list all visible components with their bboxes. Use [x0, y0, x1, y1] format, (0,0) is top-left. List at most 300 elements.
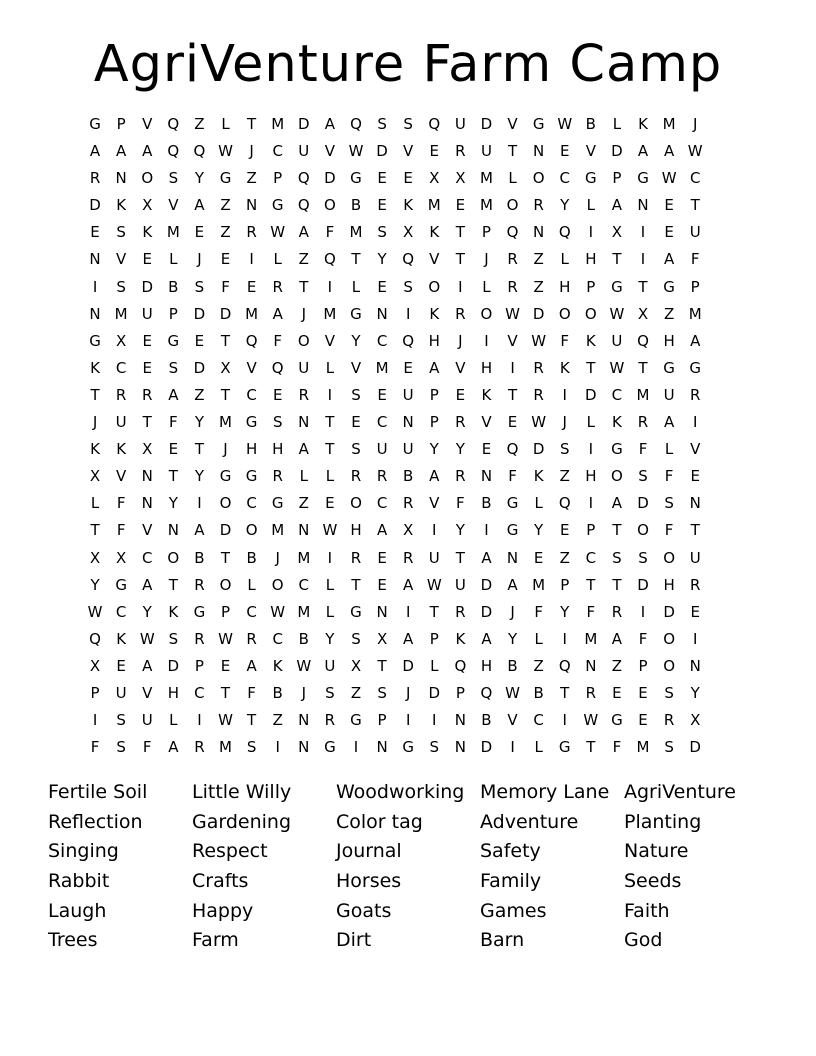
grid-letter: V: [324, 331, 336, 350]
grid-letter: S: [194, 277, 205, 296]
grid-row: [82, 409, 732, 436]
grid-letter: O: [663, 629, 676, 648]
grid-letter: U: [141, 711, 153, 730]
grid-letter: R: [533, 358, 544, 377]
grid-letter: E: [116, 656, 126, 675]
grid-letter: T: [612, 575, 622, 594]
grid-letter: V: [142, 521, 153, 540]
grid-letter: N: [689, 494, 701, 513]
grid-letter: D: [585, 385, 597, 404]
grid-letter: Z: [559, 467, 570, 486]
grid-letter: F: [90, 738, 100, 757]
grid-letter: A: [481, 548, 492, 567]
grid-letter: E: [325, 494, 335, 513]
grid-letter: R: [689, 575, 701, 594]
grid-letter: V: [142, 115, 153, 133]
grid-letter: N: [115, 169, 127, 188]
word-list-item: Farm: [192, 929, 239, 952]
word-list-item: Memory Lane: [480, 781, 610, 803]
grid-letter: O: [637, 521, 649, 540]
grid-letter: F: [221, 277, 230, 296]
grid-letter: S: [612, 548, 622, 567]
grid-letter: P: [455, 683, 465, 702]
grid-letter: E: [403, 358, 413, 377]
grid-letter: E: [220, 656, 231, 675]
grid-letter: L: [299, 467, 308, 486]
grid-letter: G: [637, 169, 649, 188]
grid-letter: G: [219, 169, 232, 188]
grid-letter: C: [585, 548, 597, 567]
grid-row: [82, 572, 732, 599]
grid-letter: N: [245, 196, 258, 215]
grid-letter: K: [585, 331, 596, 350]
grid-row: [82, 545, 732, 572]
grid-letter: I: [405, 304, 411, 323]
grid-letter: P: [560, 575, 570, 594]
grid-letter: H: [663, 331, 675, 350]
grid-letter: A: [637, 142, 649, 161]
grid-letter: M: [297, 548, 311, 567]
grid-letter: V: [585, 142, 596, 161]
grid-letter: W: [322, 521, 338, 540]
grid-letter: Y: [560, 602, 570, 621]
grid-letter: A: [611, 629, 623, 648]
grid-letter: E: [377, 169, 387, 188]
grid-letter: N: [480, 467, 493, 486]
grid-letter: O: [558, 304, 571, 323]
grid-letter: K: [116, 440, 127, 459]
grid-letter: A: [429, 358, 440, 377]
grid-letter: W: [218, 629, 233, 648]
grid-letter: T: [690, 196, 700, 215]
grid-letter: T: [455, 250, 465, 269]
grid-letter: O: [271, 575, 284, 594]
grid-letter: M: [271, 115, 285, 133]
grid-row: [82, 301, 732, 328]
grid-letter: A: [324, 115, 336, 133]
grid-row: [82, 436, 732, 463]
grid-letter: R: [194, 575, 205, 594]
grid-letter: J: [692, 115, 698, 133]
word-list-item: Safety: [480, 840, 541, 863]
grid-letter: C: [141, 548, 153, 567]
grid-letter: L: [560, 250, 569, 269]
grid-letter: G: [271, 494, 284, 513]
grid-letter: B: [585, 115, 596, 133]
grid-letter: W: [348, 142, 364, 161]
grid-letter: F: [273, 331, 283, 350]
grid-letter: M: [479, 196, 493, 215]
grid-letter: A: [429, 467, 440, 486]
grid-letter: Y: [168, 494, 178, 513]
grid-letter: A: [376, 521, 388, 540]
grid-letter: L: [508, 169, 517, 188]
grid-letter: A: [168, 385, 179, 404]
grid-letter: B: [298, 629, 309, 648]
grid-letter: T: [560, 683, 570, 702]
grid-letter: N: [585, 656, 597, 675]
grid-letter: T: [90, 521, 100, 540]
grid-letter: T: [638, 358, 648, 377]
grid-letter: T: [507, 142, 518, 161]
grid-letter: I: [327, 548, 333, 567]
grid-letter: X: [611, 223, 623, 242]
grid-letter: O: [219, 494, 232, 513]
grid-letter: X: [220, 358, 231, 377]
grid-letter: A: [168, 738, 179, 757]
grid-letter: Z: [533, 656, 544, 675]
grid-letter: D: [298, 115, 310, 133]
grid-letter: R: [637, 413, 649, 432]
grid-letter: I: [405, 711, 411, 730]
grid-letter: Z: [220, 223, 231, 242]
grid-letter: N: [376, 602, 388, 621]
word-list-item: Gardening: [192, 810, 292, 833]
grid-letter: T: [455, 223, 465, 242]
grid-letter: O: [663, 548, 676, 567]
grid-letter: E: [377, 385, 387, 404]
grid-letter: G: [324, 738, 336, 757]
grid-letter: Q: [454, 656, 467, 675]
grid-letter: D: [167, 656, 180, 675]
word-list-item: AgriVenture: [624, 781, 736, 803]
grid-letter: X: [690, 711, 701, 730]
grid-letter: S: [116, 738, 126, 757]
grid-letter: R: [194, 629, 205, 648]
grid-letter: E: [142, 331, 152, 350]
grid-letter: M: [375, 358, 389, 377]
grid-letter: T: [220, 683, 231, 702]
grid-letter: X: [455, 169, 466, 188]
grid-letter: K: [116, 629, 127, 648]
grid-letter: I: [92, 277, 98, 296]
grid-letter: R: [142, 385, 153, 404]
grid-letter: I: [562, 629, 567, 648]
word-list-item: Color tag: [336, 810, 423, 833]
grid-letter: V: [116, 250, 127, 269]
grid-letter: E: [559, 521, 570, 540]
grid-letter: M: [584, 629, 598, 648]
grid-letter: M: [166, 223, 180, 242]
grid-letter: A: [142, 656, 153, 675]
grid-letter: O: [584, 304, 597, 323]
grid-letter: N: [454, 738, 466, 757]
word-list-item: Little Willy: [192, 781, 292, 803]
grid-letter: G: [350, 602, 362, 621]
grid-letter: W: [505, 304, 520, 323]
grid-letter: E: [664, 196, 674, 215]
grid-letter: Q: [402, 250, 415, 269]
grid-letter: J: [458, 331, 463, 350]
grid-letter: P: [690, 277, 700, 296]
page-title: AgriVenture Farm Camp: [93, 35, 723, 94]
grid-letter: G: [89, 331, 101, 350]
grid-letter: D: [402, 656, 414, 675]
grid-letter: G: [558, 738, 571, 757]
word-list-item: Dirt: [336, 929, 372, 952]
grid-letter: F: [142, 738, 152, 757]
grid-letter: G: [245, 413, 258, 432]
grid-letter: T: [325, 413, 335, 432]
grid-letter: S: [559, 440, 570, 459]
grid-letter: X: [350, 656, 362, 675]
grid-letter: T: [690, 521, 700, 540]
grid-letter: A: [298, 440, 309, 459]
grid-letter: E: [533, 548, 544, 567]
grid-letter: S: [351, 440, 361, 459]
grid-letter: H: [480, 656, 493, 675]
grid-letter: Z: [350, 683, 362, 702]
word-list-item: Reflection: [48, 810, 143, 833]
grid-letter: F: [690, 250, 700, 269]
grid-letter: V: [168, 196, 179, 215]
grid-letter: X: [89, 656, 101, 675]
grid-letter: E: [638, 711, 648, 730]
grid-letter: E: [377, 196, 387, 215]
grid-letter: X: [116, 548, 127, 567]
grid-letter: M: [297, 602, 311, 621]
grid-letter: B: [403, 467, 414, 486]
grid-letter: N: [141, 494, 153, 513]
grid-letter: S: [351, 385, 361, 404]
grid-letter: W: [661, 169, 677, 188]
grid-letter: O: [532, 169, 545, 188]
grid-letter: T: [168, 467, 178, 486]
grid-letter: A: [142, 142, 153, 161]
grid-letter: Y: [325, 629, 335, 648]
grid-letter: D: [428, 683, 441, 702]
grid-letter: I: [458, 277, 463, 296]
grid-letter: W: [87, 602, 103, 621]
grid-letter: L: [169, 250, 178, 269]
grid-letter: F: [586, 602, 596, 621]
grid-letter: X: [403, 521, 414, 540]
grid-letter: C: [533, 711, 544, 730]
grid-letter: K: [116, 196, 127, 215]
word-list-item: Woodworking: [336, 781, 465, 803]
grid-letter: K: [481, 385, 492, 404]
grid-letter: Q: [558, 223, 571, 242]
grid-letter: P: [586, 521, 596, 540]
grid-letter: D: [193, 304, 206, 323]
grid-letter: W: [270, 223, 286, 242]
grid-letter: Z: [194, 385, 205, 404]
grid-letter: T: [586, 358, 596, 377]
grid-letter: V: [507, 115, 518, 133]
grid-letter: I: [432, 521, 437, 540]
grid-letter: T: [612, 250, 622, 269]
grid-letter: M: [323, 304, 337, 323]
grid-letter: A: [663, 250, 675, 269]
grid-letter: R: [455, 142, 466, 161]
grid-letter: I: [484, 331, 489, 350]
grid-letter: N: [141, 467, 153, 486]
grid-letter: A: [403, 629, 414, 648]
grid-letter: A: [690, 331, 701, 350]
grid-letter: O: [480, 304, 493, 323]
grid-letter: U: [402, 440, 414, 459]
grid-letter: R: [350, 467, 362, 486]
grid-letter: N: [298, 738, 310, 757]
grid-letter: C: [246, 385, 257, 404]
grid-letter: N: [533, 223, 545, 242]
grid-letter: V: [142, 683, 153, 702]
grid-letter: C: [272, 142, 283, 161]
grid-letter: S: [116, 711, 126, 730]
grid-row: [82, 382, 732, 409]
grid-letter: U: [298, 142, 310, 161]
grid-letter: A: [246, 656, 257, 675]
grid-letter: T: [612, 521, 622, 540]
grid-letter: G: [89, 115, 101, 133]
grid-letter: N: [89, 304, 101, 323]
grid-letter: D: [611, 142, 623, 161]
grid-letter: I: [692, 413, 698, 432]
grid-letter: L: [169, 711, 178, 730]
grid-letter: Z: [246, 169, 257, 188]
grid-letter: J: [275, 548, 280, 567]
grid-letter: F: [638, 440, 648, 459]
grid-letter: R: [533, 196, 544, 215]
grid-letter: C: [194, 683, 205, 702]
grid-letter: R: [611, 602, 623, 621]
grid-letter: C: [246, 602, 257, 621]
grid-letter: K: [638, 115, 648, 133]
grid-letter: W: [270, 602, 286, 621]
grid-letter: Y: [534, 521, 544, 540]
grid-letter: T: [194, 440, 204, 459]
grid-letter: D: [480, 575, 493, 594]
grid-letter: I: [588, 223, 594, 242]
grid-letter: A: [194, 196, 205, 215]
grid-letter: Y: [455, 521, 465, 540]
grid-letter: T: [325, 440, 335, 459]
grid-letter: A: [663, 413, 675, 432]
grid-letter: B: [481, 711, 492, 730]
grid-letter: M: [688, 304, 702, 323]
grid-letter: W: [505, 683, 520, 702]
grid-letter: Y: [377, 250, 387, 269]
grid-letter: R: [246, 629, 257, 648]
grid-letter: I: [484, 521, 489, 540]
grid-letter: S: [325, 683, 335, 702]
grid-letter: H: [585, 250, 597, 269]
grid-letter: V: [690, 440, 701, 459]
grid-letter: T: [429, 602, 439, 621]
grid-letter: O: [506, 196, 519, 215]
grid-letter: P: [429, 629, 439, 648]
grid-letter: R: [246, 223, 257, 242]
word-list-item: Trees: [48, 929, 98, 952]
grid-letter: D: [324, 169, 336, 188]
grid-letter: J: [562, 413, 567, 432]
grid-letter: F: [456, 494, 465, 513]
grid-letter: A: [194, 521, 205, 540]
grid-letter: R: [455, 413, 466, 432]
grid-letter: J: [92, 413, 98, 432]
grid-letter: R: [402, 548, 414, 567]
grid-letter: I: [510, 358, 515, 377]
grid-letter: W: [426, 575, 442, 594]
grid-letter: D: [376, 142, 388, 161]
grid-letter: P: [377, 711, 387, 730]
grid-letter: H: [245, 440, 258, 459]
grid-letter: C: [376, 494, 388, 513]
grid-letter: G: [271, 196, 284, 215]
grid-letter: R: [298, 385, 310, 404]
grid-letter: Y: [455, 440, 465, 459]
grid-letter: M: [479, 169, 493, 188]
grid-letter: Z: [663, 304, 675, 323]
grid-letter: S: [377, 115, 387, 133]
grid-letter: Q: [506, 440, 519, 459]
word-list-item: Laugh: [48, 899, 107, 922]
grid-letter: J: [197, 250, 202, 269]
grid-letter: E: [377, 548, 387, 567]
grid-letter: S: [246, 738, 257, 757]
grid-letter: O: [141, 169, 154, 188]
grid-letter: S: [664, 494, 674, 513]
grid-letter: D: [89, 196, 101, 215]
grid-letter: E: [377, 575, 387, 594]
grid-letter: L: [351, 277, 361, 296]
grid-letter: W: [609, 304, 625, 323]
grid-letter: X: [116, 331, 127, 350]
grid-letter: O: [297, 331, 310, 350]
grid-letter: E: [638, 683, 648, 702]
grid-letter: A: [298, 223, 309, 242]
grid-letter: X: [376, 629, 388, 648]
grid-letter: U: [141, 304, 153, 323]
grid-letter: Y: [90, 575, 100, 594]
grid-letter: Q: [271, 358, 284, 377]
grid-letter: S: [116, 277, 126, 296]
grid-letter: T: [220, 548, 231, 567]
grid-letter: V: [507, 711, 518, 730]
grid-letter: J: [484, 250, 489, 269]
grid-letter: Q: [480, 683, 493, 702]
grid-letter: K: [272, 656, 283, 675]
grid-letter: E: [507, 413, 518, 432]
grid-letter: P: [116, 115, 126, 133]
grid-letter: G: [402, 738, 414, 757]
grid-letter: T: [351, 250, 361, 269]
grid-letter: L: [430, 656, 439, 675]
grid-letter: I: [510, 738, 515, 757]
grid-letter: O: [350, 494, 362, 513]
grid-letter: W: [218, 711, 233, 730]
grid-letter: L: [221, 115, 230, 133]
grid-letter: B: [350, 196, 362, 215]
grid-letter: B: [272, 683, 283, 702]
grid-letter: E: [90, 223, 100, 242]
grid-letter: G: [611, 277, 623, 296]
grid-letter: E: [142, 250, 152, 269]
grid-letter: B: [246, 548, 257, 567]
grid-letter: F: [638, 629, 648, 648]
grid-letter: R: [507, 250, 518, 269]
grid-letter: W: [583, 711, 599, 730]
grid-letter: E: [220, 250, 231, 269]
grid-letter: H: [167, 683, 179, 702]
grid-letter: I: [432, 711, 437, 730]
grid-letter: Q: [297, 196, 310, 215]
grid-letter: L: [586, 196, 595, 215]
grid-letter: Z: [194, 115, 205, 133]
grid-letter: G: [219, 467, 232, 486]
grid-letter: T: [586, 738, 596, 757]
grid-row: [82, 653, 732, 680]
